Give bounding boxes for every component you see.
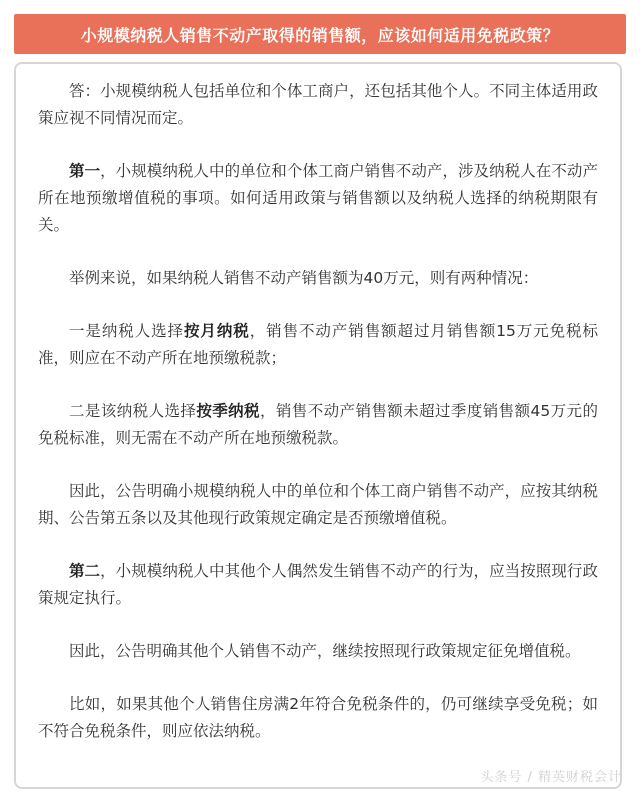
paragraph-quarterly: 二是该纳税人选择按季纳税，销售不动产销售额未超过季度销售额45万元的免税标准，则无需在不动产所在地预缴税款。 — [38, 402, 598, 447]
paragraph-answer: 答：小规模纳税人包括单位和个体工商户，还包括其他个人。不同主体适用政策应视不同情况而定。 — [38, 82, 598, 127]
article-title: 小规模纳税人销售不动产取得的销售额，应该如何适用免税政策？ — [14, 14, 626, 54]
paragraph-example: 举例来说，如果纳税人销售不动产销售额为40万元，则有两种情况： — [69, 269, 539, 287]
bold-quarterly: 按季纳税 — [196, 402, 260, 420]
paragraph-example-2: 比如，如果其他个人销售住房满2年符合免税条件的，仍可继续享受免税；如不符合免税条件，则应依法纳税。 — [38, 695, 598, 740]
paragraph-monthly: 一是纳税人选择按月纳税，销售不动产销售额超过月销售额15万元免税标准，则应在不动产所在地预缴税款； — [38, 322, 598, 367]
article-body — [14, 62, 622, 789]
paragraph-first: 第一，小规模纳税人中的单位和个体工商户销售不动产，涉及纳税人在不动产所在地预缴增值税的事项。如何适用政策与销售额以及纳税人选择的纳税期限有关。 — [38, 162, 598, 234]
paragraph-conclusion-2: 因此，公告明确其他个人销售不动产，继续按照现行政策规定征免增值税。 — [69, 642, 581, 660]
watermark: 头条号 / 精英财税会计 — [480, 770, 622, 785]
paragraph-conclusion-1: 因此，公告明确小规模纳税人中的单位和个体工商户销售不动产，应按其纳税期、公告第五条以及其他现行政策规定确定是否预缴增值税。 — [38, 482, 598, 527]
bold-monthly: 按月纳税 — [184, 322, 250, 340]
paragraph-second: 第二，小规模纳税人中其他个人偶然发生销售不动产的行为，应当按照现行政策规定执行。 — [38, 562, 598, 607]
lead-first: 第一 — [69, 162, 101, 180]
lead-second: 第二 — [69, 562, 101, 580]
